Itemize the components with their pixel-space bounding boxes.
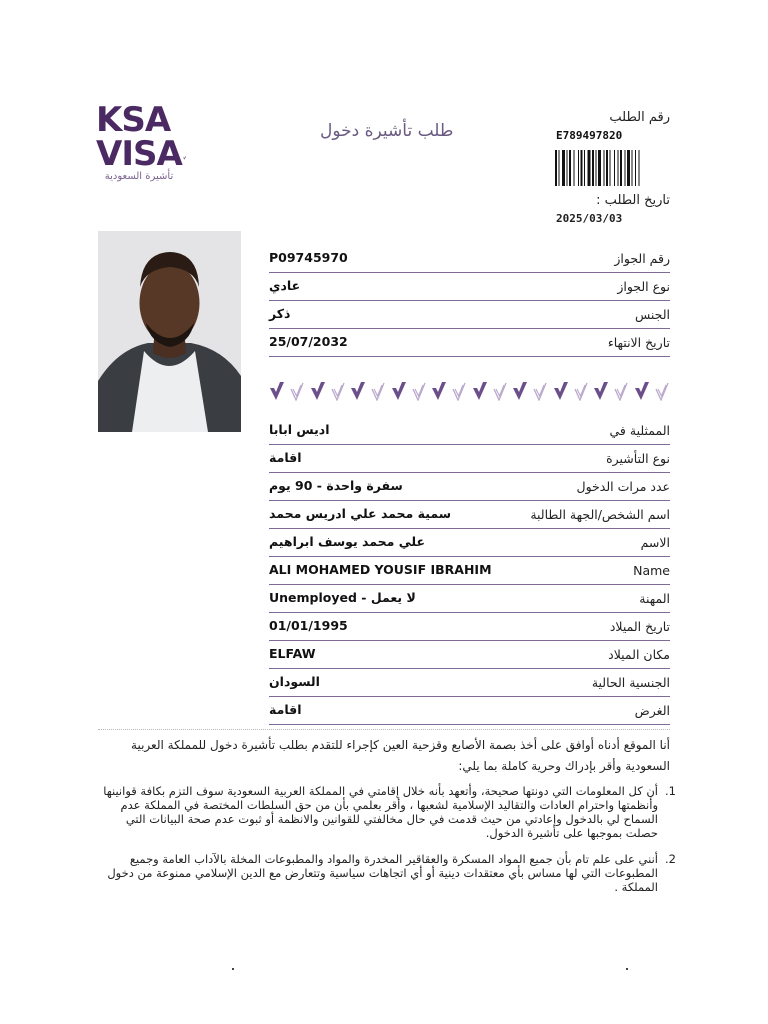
field-value: 01/01/1995 [269, 618, 348, 633]
field-label: المهنة [639, 591, 670, 606]
visa-row [269, 669, 670, 697]
passport-row [269, 273, 670, 301]
ksa-visa-logo [96, 100, 186, 182]
field-label: الجنسية الحالية [591, 675, 670, 690]
field-value: Unemployed - لا يعمل [269, 590, 416, 605]
term-number: 2. [665, 852, 676, 866]
field-value: اقامة [269, 702, 302, 717]
section-divider [98, 729, 670, 730]
field-label: Name [633, 563, 670, 578]
term-text: أن كل المعلومات التي دونتها صحيحة، وأتعهد بأنه خلال إقامتي في المملكة العربية السعودية سوف التزم بكافة قوانينها وأنظمتها واحترام العادات والتقاليد الإسلامية لشعبها ، وأقر بعلمي بأن من حق السلطات المختصة في المملكة عدم السماح لي بالدخول وإعادتي من حيث قدمت في حال مخالفتي للقوانين والانظمة أو ثبوت عدم صحة البيانات التي حصلت بموجبها على تأشيرة الدخول. [103, 784, 658, 840]
check-mark-icon [634, 381, 650, 401]
check-mark-icon [593, 381, 609, 401]
check-mark-icon [289, 381, 305, 401]
check-mark-icon [370, 381, 386, 401]
barcode-icon [555, 150, 671, 186]
field-label: الممثلية في [609, 423, 670, 438]
check-mark-icon [310, 381, 326, 401]
check-mark-icon [553, 381, 569, 401]
check-mark-icon [269, 381, 285, 401]
request-date: 2025/03/03 [556, 212, 623, 225]
visa-row [269, 501, 670, 529]
check-mark-icon [411, 381, 427, 401]
visa-row [269, 417, 670, 445]
check-mark-icon [330, 381, 346, 401]
visa-row [269, 445, 670, 473]
field-value: سمية محمد علي ادريس محمد [269, 506, 452, 521]
footer-dot [626, 968, 628, 970]
passport-row [269, 301, 670, 329]
request-date-label: تاريخ الطلب : [596, 193, 670, 208]
form-title: طلب تأشيرة دخول [320, 121, 454, 141]
field-label: الجنس [634, 307, 670, 322]
check-mark-icon [654, 381, 670, 401]
check-mark-icon [532, 381, 548, 401]
field-value: 25/07/2032 [269, 334, 348, 349]
check-mark-icon [492, 381, 508, 401]
visa-row [269, 557, 670, 585]
field-value: السودان [269, 674, 320, 689]
field-label: الغرض [634, 703, 670, 718]
field-label: نوع الجواز [617, 279, 670, 294]
logo-line-visa-wrap [96, 134, 186, 174]
person-photo-icon [98, 231, 241, 432]
field-label: اسم الشخص/الجهة الطالبة [530, 507, 670, 522]
field-value: علي محمد يوسف ابراهيم [269, 534, 426, 549]
request-number: E789497820 [556, 129, 623, 142]
check-mark-icon [391, 381, 407, 401]
check-mark-icon [472, 381, 488, 401]
field-value: اقامة [269, 450, 302, 465]
visa-row [269, 697, 670, 725]
term-number: 1. [665, 784, 676, 798]
footer-dot [232, 968, 234, 970]
logo-check-icon [183, 149, 186, 167]
field-value: ذكر [269, 306, 291, 321]
field-value: ELFAW [269, 646, 316, 661]
field-label: عدد مرات الدخول [576, 479, 670, 494]
field-value: اديس ابابا [269, 422, 330, 437]
field-label: تاريخ الميلاد [609, 619, 670, 634]
decorative-checkmarks [269, 381, 670, 401]
passport-row [269, 245, 670, 273]
consent-statement: أنا الموقع أدناه أوافق على أخذ بصمة الأصابع وقزحية العين كإجراء للتقدم بطلب تأشيرة دخول للمملكة العربية السعودية وأقر بإدراك وحرية كاملة بما يلي: [131, 738, 670, 773]
request-number-label: رقم الطلب [609, 110, 670, 125]
visa-row [269, 641, 670, 669]
term-text: أنني على علم تام بأن جميع المواد المسكرة والعقاقير المخدرة والمواد والمطبوعات المخلة بالآداب العامة وجميع المطبوعات التي لها مساس بأي معتقدات دينية أو أي اتجاهات سياسية وتتعارض مع الدين الإسلامي ممنوعة من دخول المملكة . [107, 852, 658, 894]
logo-subtitle: تأشيرة السعودية [104, 171, 174, 182]
field-label: الاسم [640, 535, 670, 550]
check-mark-icon [613, 381, 629, 401]
term-item [102, 852, 676, 894]
check-mark-icon [512, 381, 528, 401]
visa-row [269, 585, 670, 613]
visa-row [269, 529, 670, 557]
field-label: مكان الميلاد [608, 647, 670, 662]
check-mark-icon [350, 381, 366, 401]
visa-row [269, 613, 670, 641]
field-label: رقم الجواز [614, 251, 670, 266]
check-mark-icon [431, 381, 447, 401]
field-value: سفرة واحدة - 90 يوم [269, 478, 403, 493]
visa-info [269, 417, 670, 725]
visa-row [269, 473, 670, 501]
logo-line-ksa: KSA [96, 100, 171, 140]
passport-info [269, 245, 670, 357]
term-item [102, 784, 676, 840]
field-label: تاريخ الانتهاء [607, 335, 670, 350]
field-label: نوع التأشيرة [606, 451, 670, 466]
field-value: P09745970 [269, 250, 348, 265]
check-mark-icon [451, 381, 467, 401]
check-mark-icon [573, 381, 589, 401]
applicant-photo [98, 231, 241, 432]
logo-line-visa: VISA [96, 134, 182, 174]
field-value: ALI MOHAMED YOUSIF IBRAHIM [269, 562, 492, 577]
passport-row [269, 329, 670, 357]
field-value: عادي [269, 278, 301, 293]
